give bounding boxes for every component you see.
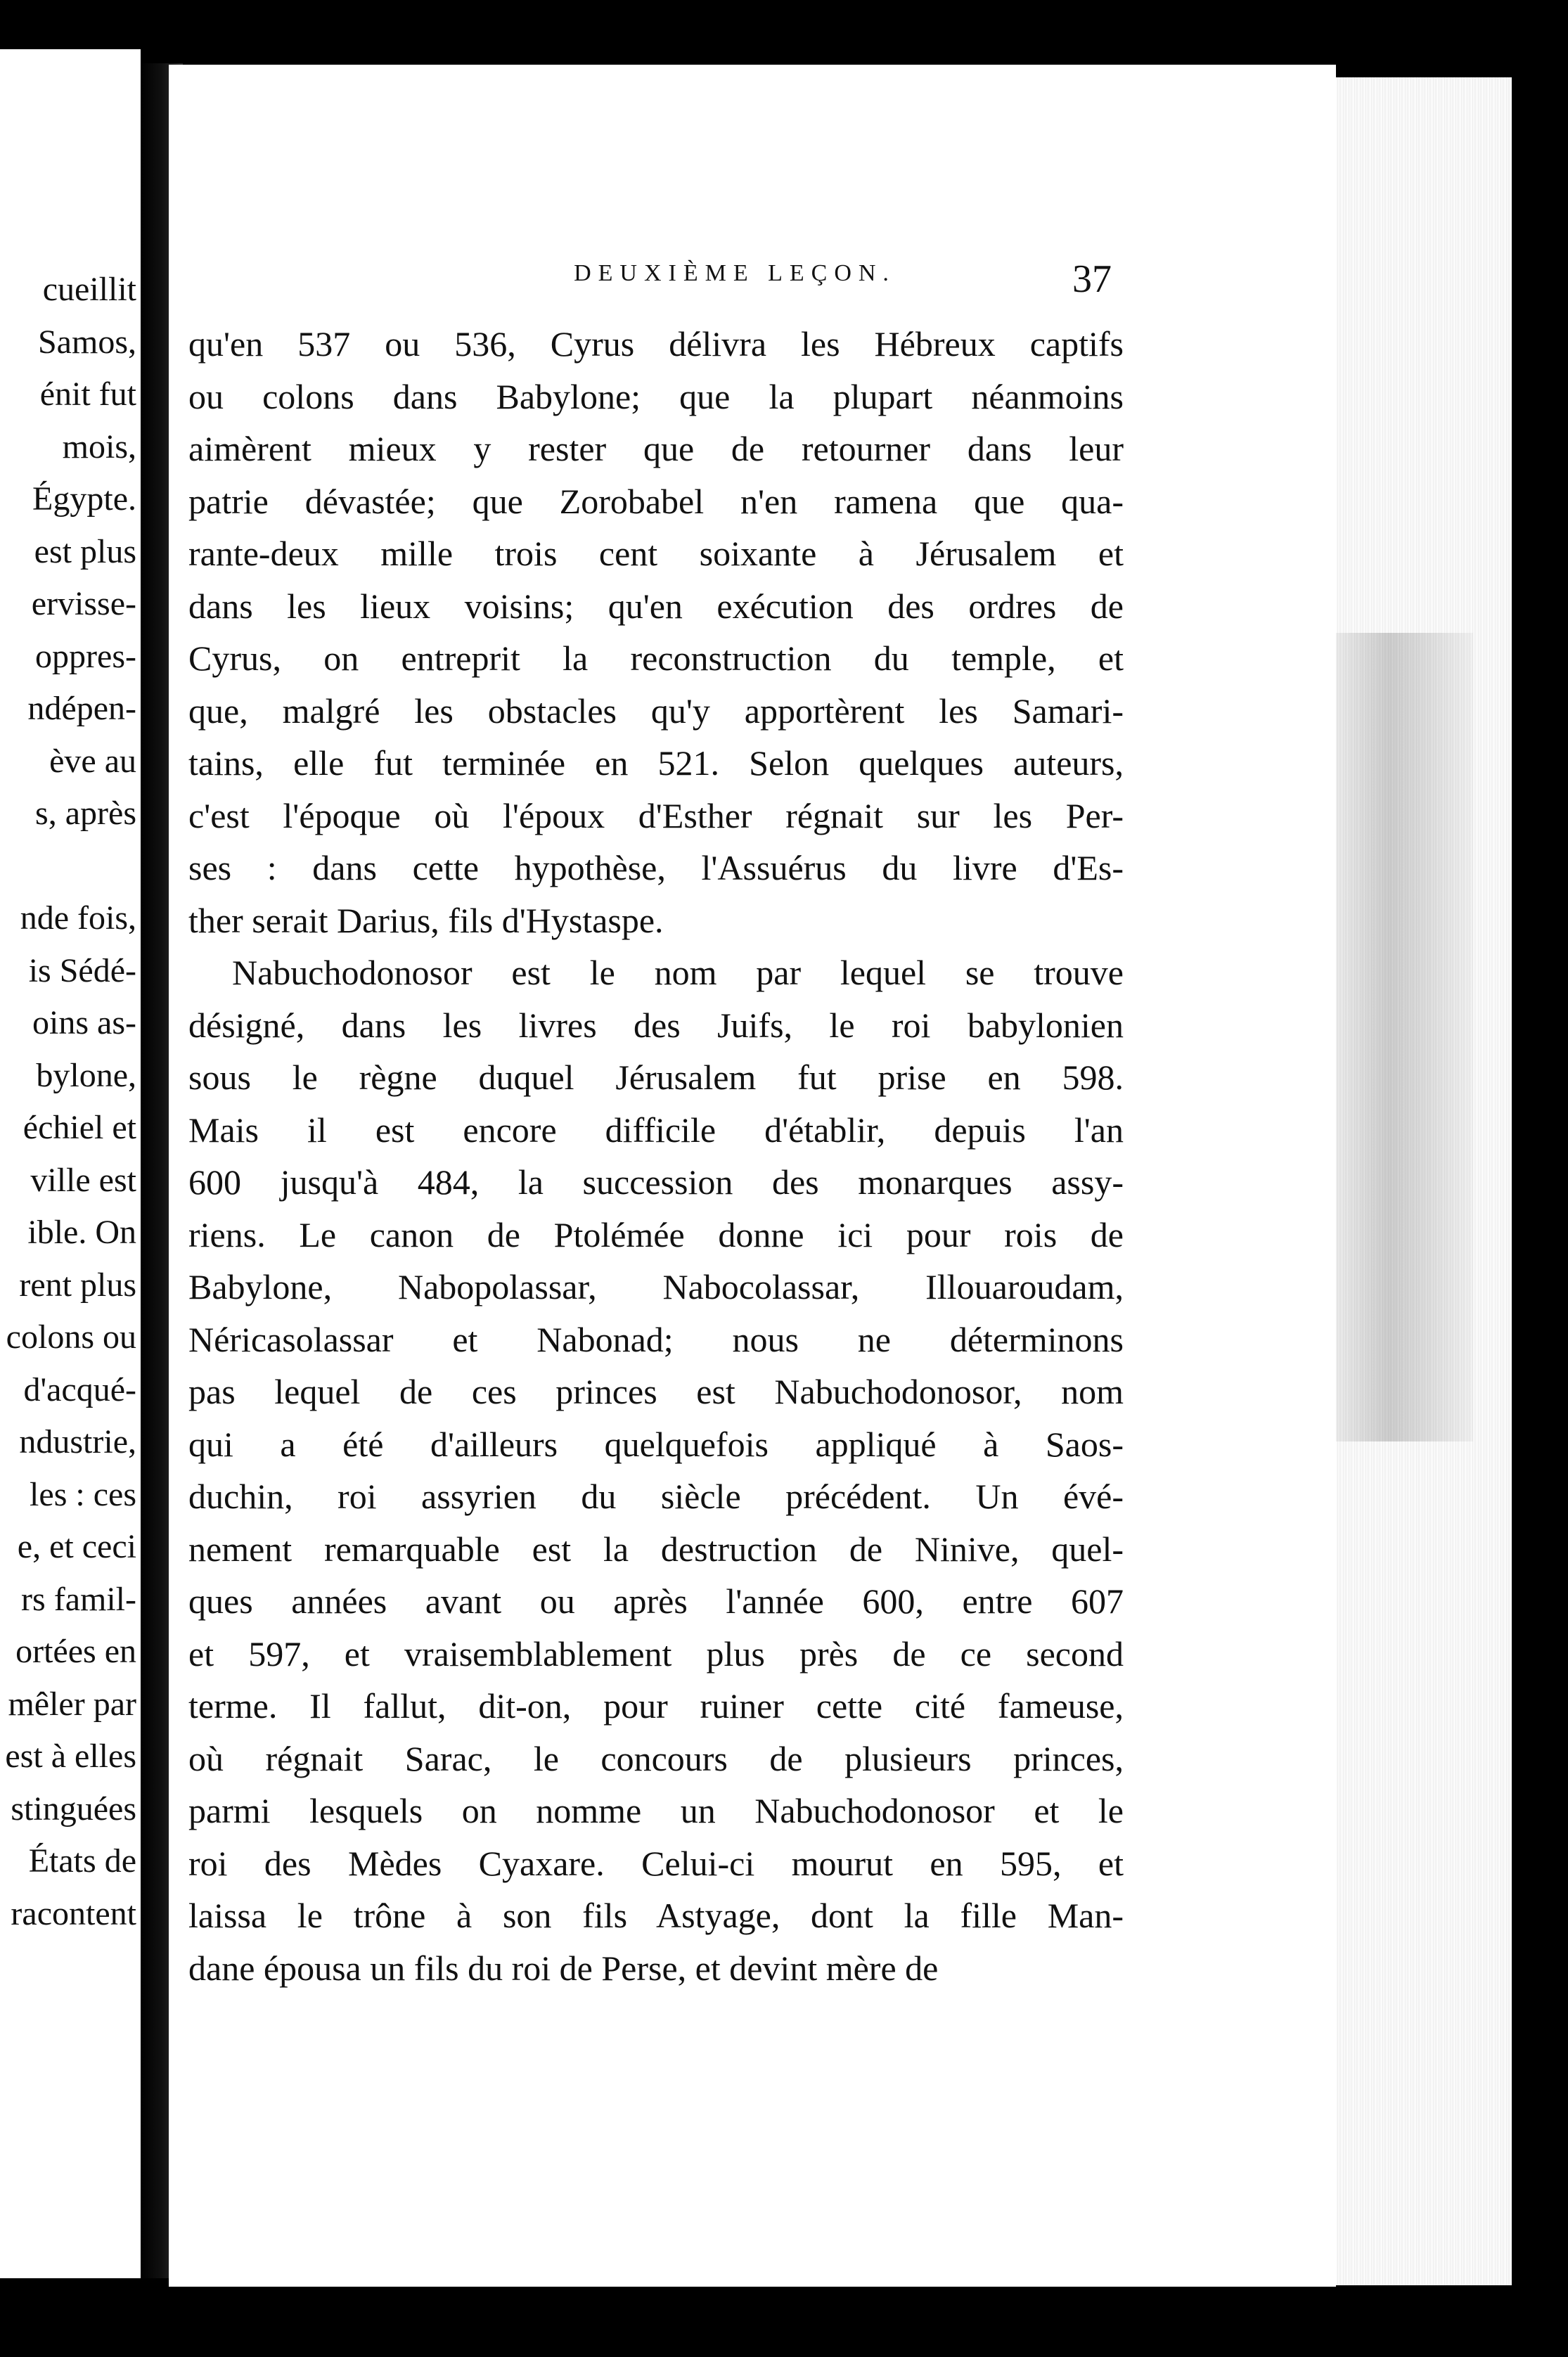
text-line: ther serait Darius, fils d'Hystaspe. (188, 900, 664, 940)
left-page-line: stinguées (11, 1790, 136, 1828)
text-line: tains, elle fut terminée en 521. Selon quelques auteurs, (188, 743, 1124, 783)
text-line: ques années avant ou après l'année 600, entre 607 (188, 1581, 1124, 1621)
text-line: patrie dévastée; que Zorobabel n'en ramena que qua- (188, 481, 1124, 521)
left-page-line: is Sédé- (28, 951, 136, 989)
left-page-line: ervisse- (31, 585, 136, 622)
text-line: laissa le trône à son fils Astyage, dont la fille Man- (188, 1896, 1124, 1935)
text-line: sous le règne duquel Jérusalem fut prise en 598. (188, 1058, 1124, 1097)
text-line: aimèrent mieux y rester que de retourner dans leur (188, 429, 1124, 468)
text-line: rante-deux mille trois cent soixante à Jérusalem et (188, 534, 1124, 573)
left-page-line: les : ces (30, 1475, 136, 1513)
text-line: dane épousa un fils du roi de Perse, et devint mère de (188, 1948, 939, 1988)
left-page-line: est plus (34, 532, 136, 570)
left-page-line: ndustrie, (19, 1423, 136, 1460)
text-line: ou colons dans Babylone; que la plupart néanmoins (188, 376, 1124, 416)
text-line: parmi lesquels on nomme un Nabuchodonosor et le (188, 1791, 1124, 1830)
left-page-line: ève au (49, 742, 136, 780)
left-page-line: échiel et (23, 1109, 136, 1146)
left-page-line: bylone, (36, 1056, 136, 1094)
left-page-line: énit fut (39, 375, 136, 413)
left-page-line: mois, (62, 428, 136, 465)
text-line: Babylone, Nabopolassar, Nabocolassar, Illouaroudam, (188, 1267, 1124, 1306)
running-head: DEUXIÈME LEÇON. (574, 260, 896, 286)
left-page-line: États de (28, 1842, 136, 1880)
text-line: duchin, roi assyrien du siècle précédent. Un évé- (188, 1477, 1124, 1516)
text-line: où régnait Sarac, le concours de plusieurs princes, (188, 1738, 1124, 1778)
text-line: 600 jusqu'à 484, la succession des monarques assy- (188, 1162, 1124, 1202)
left-page-line: e, et ceci (17, 1528, 136, 1565)
left-page-line: rent plus (19, 1266, 136, 1304)
page-edge-shadow (1332, 633, 1473, 1441)
left-page-line: Égypte. (32, 480, 136, 518)
text-line: qui a été d'ailleurs quelquefois appliqué à Saos- (188, 1424, 1124, 1464)
text-line: pas lequel de ces princes est Nabuchodonosor, nom (188, 1372, 1124, 1411)
text-line: et 597, et vraisemblablement plus près de ce second (188, 1633, 1124, 1674)
left-page-line: racontent (11, 1894, 136, 1932)
left-page-line: colons ou (6, 1318, 136, 1356)
text-line: c'est l'époque où l'époux d'Esther régnait sur les Per- (188, 795, 1124, 835)
text-line: qu'en 537 ou 536, Cyrus délivra les Hébreux captifs (188, 324, 1124, 364)
text-line: roi des Mèdes Cyaxare. Celui-ci mourut en 595, et (188, 1843, 1124, 1883)
left-page-line: d'acqué- (23, 1370, 136, 1408)
left-page-line: oins as- (32, 1004, 136, 1041)
text-line: que, malgré les obstacles qu'y apportèrent les Samari- (188, 691, 1124, 731)
left-page-fragment (0, 49, 141, 2278)
left-page-line: ville est (30, 1161, 136, 1199)
body-text (188, 318, 1124, 1994)
left-page-line: ortées en (15, 1633, 136, 1670)
left-page-line: Samos, (37, 323, 136, 361)
text-line: Néricasolassar et Nabonad; nous ne déterminons (188, 1319, 1124, 1359)
left-page-line: ible. On (27, 1214, 136, 1251)
page-number: 37 (1072, 257, 1112, 301)
text-line: nement remarquable est la destruction de Ninive, quel- (188, 1529, 1124, 1569)
left-page-line: oppres- (35, 637, 136, 675)
left-page-line: est à elles (5, 1738, 136, 1775)
left-page-line: ndépen- (27, 690, 136, 727)
text-line: dans les lieux voisins; qu'en exécution des ordres de (188, 586, 1124, 626)
left-page-line: nde fois, (20, 899, 136, 937)
left-page-line: mêler par (8, 1685, 136, 1723)
text-line: Nabuchodonosor est le nom par lequel se trouve (232, 953, 1124, 992)
text-line: riens. Le canon de Ptolémée donne ici pour rois de (188, 1214, 1124, 1254)
text-line: Cyrus, on entreprit la reconstruction du temple, et (188, 638, 1124, 678)
left-page-line: cueillit (42, 271, 136, 308)
text-line: terme. Il fallut, dit-on, pour ruiner cette cité fameuse, (188, 1686, 1124, 1726)
text-line: Mais il est encore difficile d'établir, depuis l'an (188, 1110, 1124, 1150)
text-line: désigné, dans les livres des Juifs, le roi babylonien (188, 1005, 1124, 1045)
left-page-line: rs famil- (21, 1580, 136, 1618)
left-page-line: s, après (35, 795, 136, 832)
text-line: ses : dans cette hypothèse, l'Assuérus du livre d'Es- (188, 848, 1124, 887)
